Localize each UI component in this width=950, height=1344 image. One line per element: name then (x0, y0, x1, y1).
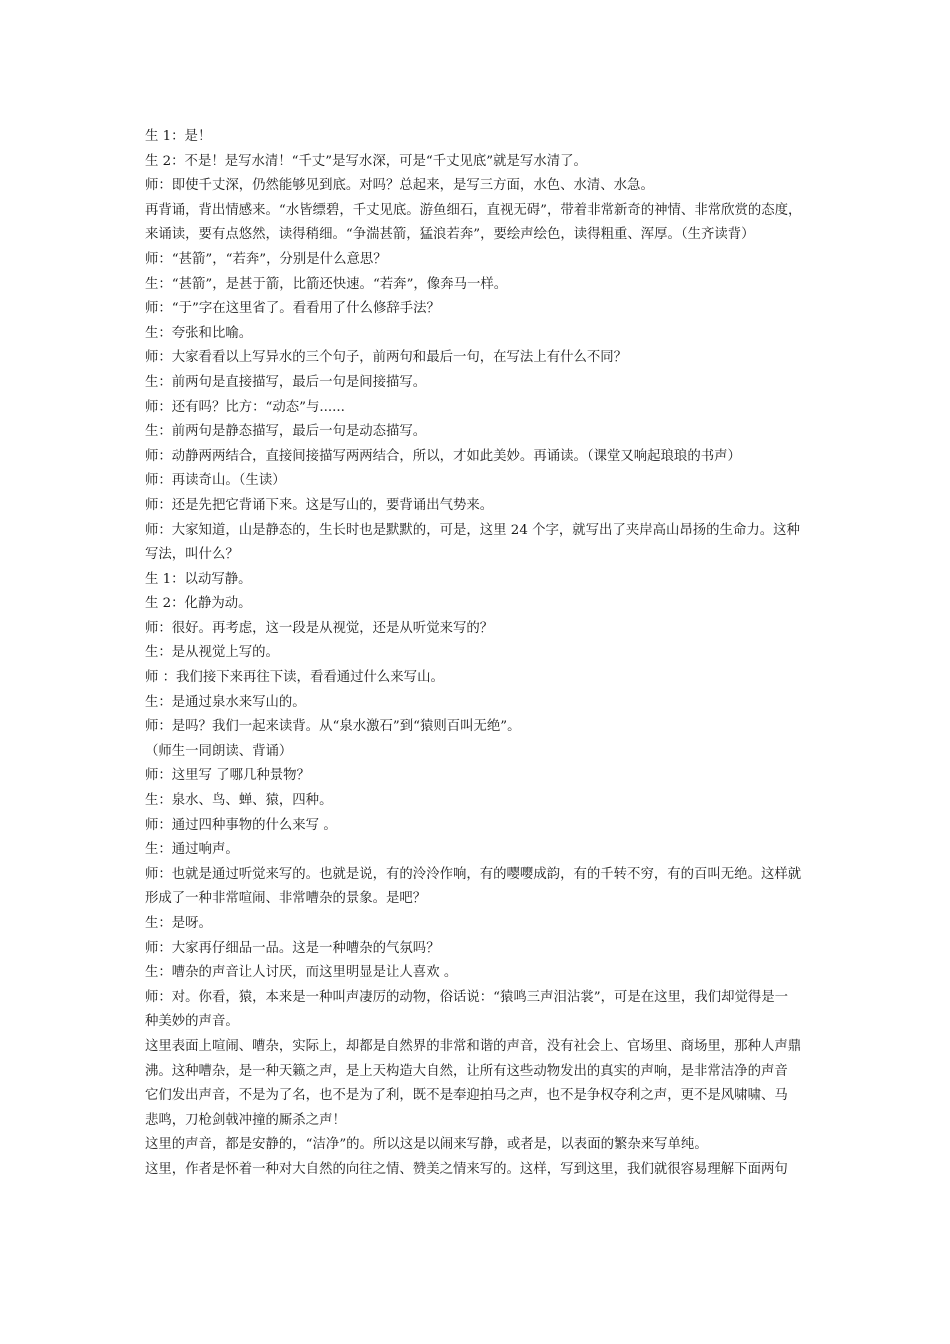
text-line: 生：“甚箭”，是甚于箭，比箭还快速。“若奔”，像奔马一样。 (145, 276, 508, 292)
text-line: 生：泉水、鸟、蝉、猿，四种。 (145, 793, 333, 809)
text-line: （师生一同朗读、背诵） (145, 743, 293, 759)
text-line: 生：嘈杂的声音让人讨厌，而这里明显是让人喜欢 。 (145, 965, 458, 981)
text-line: 生：是呀。 (145, 916, 212, 931)
text-line: 师：动静两两结合，直接间接描写两两结合，所以，才如此美妙。再诵读。（课堂又响起琅琅的书声） (145, 448, 741, 464)
text-line: 师：是吗？我们一起来读背。从“泉水激石”到“猿则百叫无绝”。 (145, 719, 521, 735)
text-line: 形成了一种非常喧闹、非常嘈杂的景象。是吧？ (145, 891, 427, 907)
text-line: 这里表面上喧闹、嘈杂，实际上，却都是自然界的非常和谐的声音，没有社会上、官场里、商场里，那种人声鼎 (145, 1038, 802, 1054)
document-body (145, 125, 813, 1183)
text-line: 它们发出声音，不是为了名，也不是为了利，既不是奉迎拍马之声，也不是争权夺利之声，更不是风啸啸、马 (145, 1088, 788, 1104)
text-line: 生：通过响声。 (145, 842, 239, 858)
text-line: 师：还是先把它背诵下来。这是写山的，要背诵出气势来。 (145, 497, 494, 513)
text-line: 生 2：不是！是写水清！“千丈”是写水深，可是“千丈见底”就是写水清了。 (145, 153, 587, 169)
text-line: 师：“于”字在这里省了。看看用了什么修辞手法？ (145, 301, 440, 317)
text-line: 师：大家看看以上写异水的三个句子，前两句和最后一句，在写法上有什么不同？ (145, 350, 628, 366)
text-line: 师：对。你看，猿，本来是一种叫声凄厉的动物，俗话说：“猿鸣三声泪沾裳”，可是在这里，我们却觉得是一 (145, 989, 789, 1005)
text-line: 生：前两句是静态描写，最后一句是动态描写。 (145, 424, 427, 440)
text-line: 生：是从视觉上写的。 (145, 645, 279, 661)
text-line: 师：大家知道，山是静态的，生长时也是默默的，可是，这里 24 个字，就写出了夹岸高山昂扬的生命力。这种 (145, 522, 800, 538)
text-line: 生 1：是！ (145, 129, 212, 144)
text-line: 师：很好。再考虑，这一段是从视觉，还是从听觉来写的？ (145, 620, 494, 636)
text-line: 种美妙的声音。 (145, 1014, 239, 1030)
text-line: 师：也就是通过听觉来写的。也就是说，有的泠泠作响，有的嘤嘤成韵，有的千转不穷，有的百叫无绝。这样就 (145, 866, 802, 882)
text-line: 生 1：以动写静。 (145, 571, 252, 587)
text-line: 师：通过四种事物的什么来写 。 (145, 817, 337, 833)
text-line: 这里，作者是怀着一种对大自然的向往之情、赞美之情来写的。这样，写到这里，我们就很容易理解下面两句 (145, 1161, 788, 1177)
text-line: 师 ：我们接下来再往下读，看看通过什么来写山。 (145, 670, 444, 686)
text-line: 悲鸣，刀枪剑戟冲撞的厮杀之声！ (145, 1112, 346, 1128)
text-line: 师：大家再仔细品一品。这是一种嘈杂的气氛吗？ (145, 940, 440, 956)
text-line: 生：前两句是直接描写，最后一句是间接描写。 (145, 374, 427, 390)
text-line: 师：这里写 了哪几种景物？ (145, 768, 310, 784)
text-line: 这里的声音，都是安静的，“洁净”的。所以这是以闹来写静，或者是，以表面的繁杂来写单纯。 (145, 1137, 708, 1153)
text-line: 师：“甚箭”，“若奔”，分别是什么意思？ (145, 251, 387, 267)
text-line: 师：还有吗？比方：“动态”与...... (145, 399, 345, 415)
text-line: 生 2：化静为动。 (145, 596, 252, 612)
text-line: 生：是通过泉水来写山的。 (145, 694, 306, 710)
text-line: 来诵读，要有点悠然，读得稍细。“争湍甚箭，猛浪若奔”，要绘声绘色，读得粗重、浑厚。（生齐读背） (145, 227, 755, 243)
text-line: 师：即使千丈深，仍然能够见到底。对吗？总起来，是写三方面，水色、水清、水急。 (145, 178, 654, 194)
text-line: 再背诵，背出情感来。“水皆缥碧，千丈见底。游鱼细石，直视无碍”，带着非常新奇的神情、非常欣赏的态度， (145, 202, 802, 218)
text-line: 沸。这种嘈杂，是一种天籁之声，是上天构造大自然，让所有这些动物发出的真实的声响，是非常洁净的声音 (145, 1063, 788, 1079)
text-line: 生：夸张和比喻。 (145, 325, 253, 341)
text-line: 师：再读奇山。（生读） (145, 473, 286, 489)
text-line: 写法，叫什么？ (145, 547, 239, 563)
